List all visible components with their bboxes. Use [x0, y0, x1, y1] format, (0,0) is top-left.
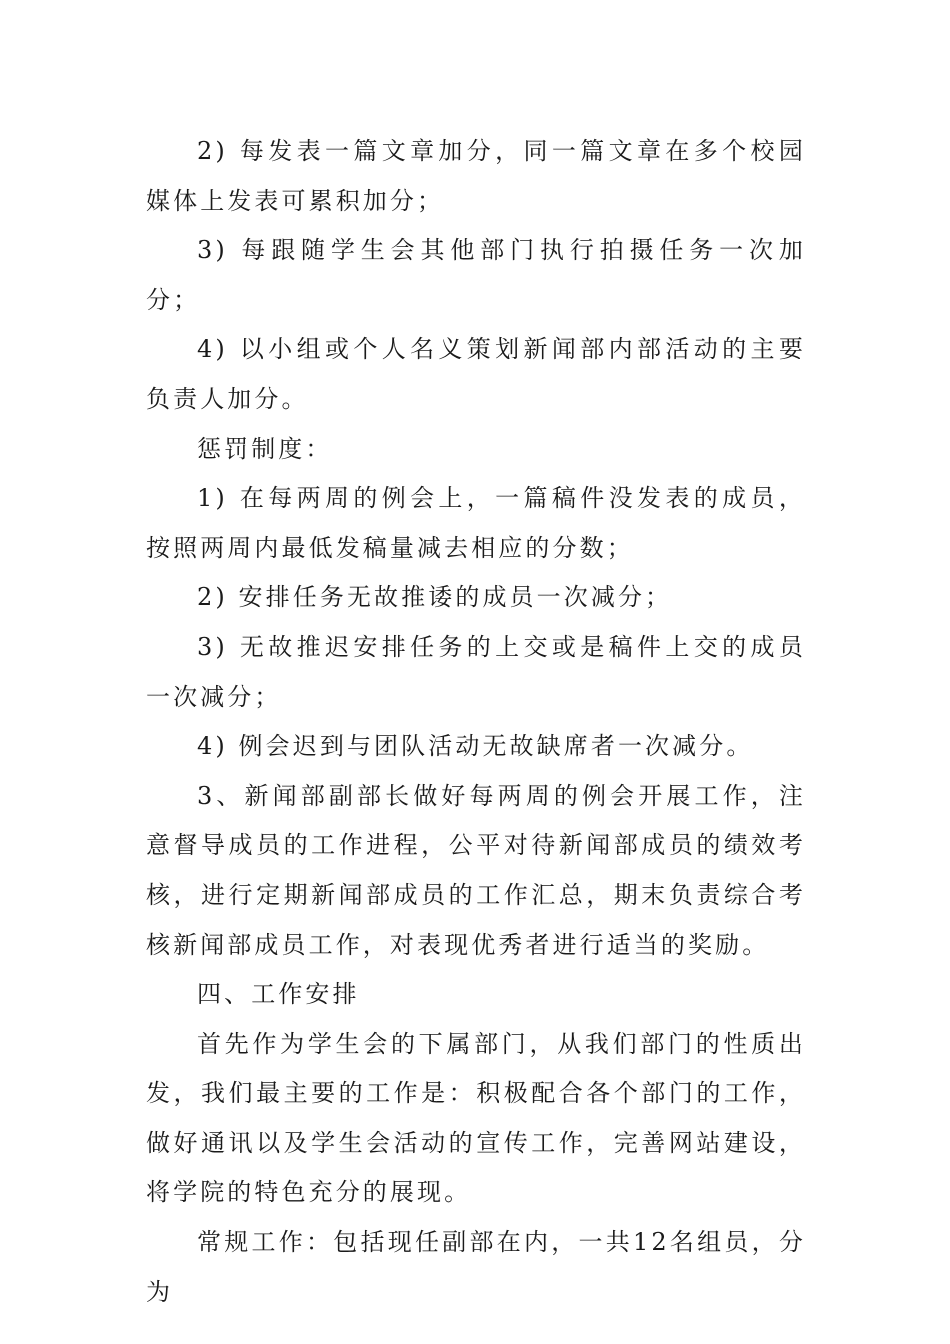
paragraph-penalty-item-2: 2) 安排任务无故推诿的成员一次减分；: [197, 583, 673, 612]
paragraph-penalty-item-1: 1) 在每两周的例会上，一篇稿件没发表的成员，按照两周内最低发稿量减去相应的分数；: [146, 484, 806, 562]
paragraph-reward-item-3: 3) 每跟随学生会其他部门执行拍摄任务一次加分；: [146, 236, 806, 314]
paragraph-reward-item-2: 2) 每发表一篇文章加分，同一篇文章在多个校园媒体上发表可累积加分；: [146, 137, 806, 215]
paragraph-penalty-item-3: 3) 无故推迟安排任务的上交或是稿件上交的成员一次减分；: [146, 632, 806, 711]
section-heading-work-plan: 四、工作安排: [197, 980, 360, 1009]
section-heading-penalty: 惩罚制度：: [197, 434, 333, 463]
paragraph-penalty-item-4: 4) 例会迟到与团队活动无故缺席者一次减分。: [197, 732, 754, 761]
paragraph-deputy-duties: 3、新闻部副部长做好每两周的例会开展工作，注意督导成员的工作进程，公平对待新闻部成员的绩效考核，进行定期新闻部成员的工作汇总，期末负责综合考核新闻部成员工作，对表现优秀者进行适当的奖励。: [146, 781, 806, 959]
document-body: [146, 127, 806, 1317]
paragraph-work-overview: 首先作为学生会的下属部门，从我们部门的性质出发，我们最主要的工作是：积极配合各个部门的工作，做好通讯以及学生会活动的宣传工作，完善网站建设，将学院的特色充分的展现。: [146, 1029, 806, 1207]
paragraph-reward-item-4: 4) 以小组或个人名义策划新闻部内部活动的主要负责人加分。: [146, 335, 806, 413]
paragraph-routine-work: 常规工作：包括现任副部在内，一共12名组员，分为: [146, 1228, 806, 1306]
